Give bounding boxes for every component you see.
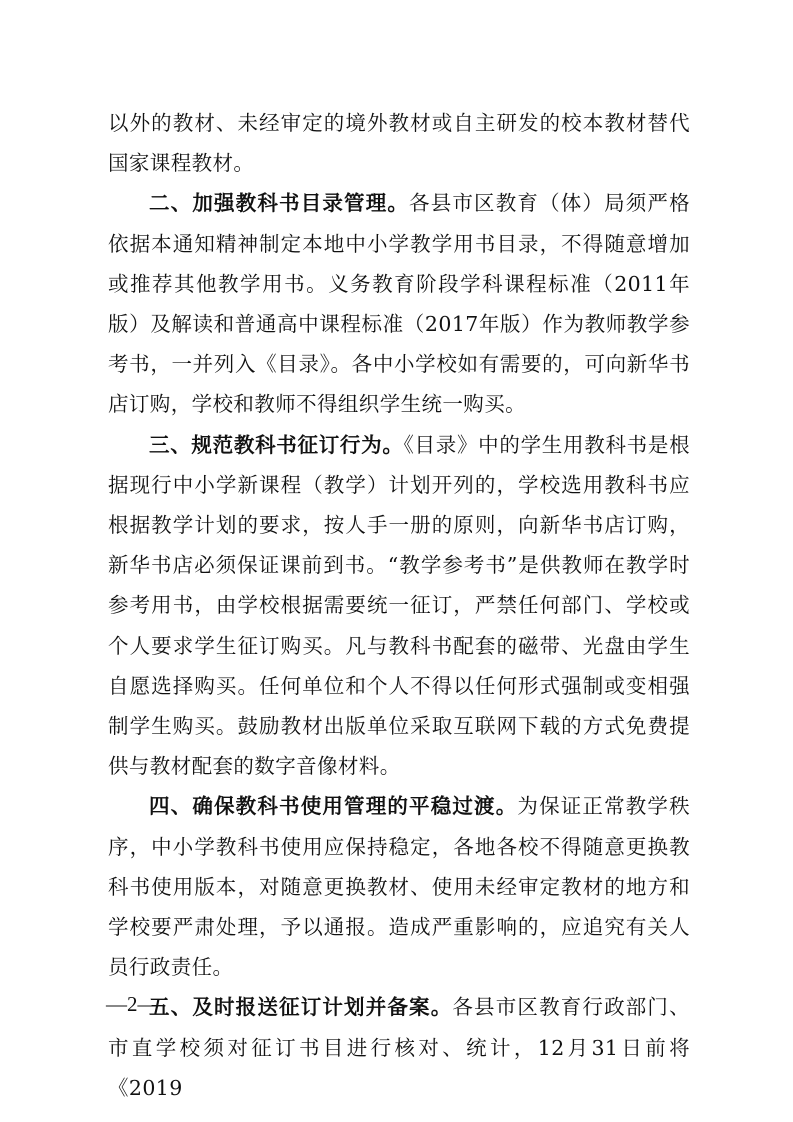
paragraph-text: 为保证正常教学秩序，中小学教科书使用应保持稳定，各地各校不得随意更换教科书使用版本，对随意更换教材、使用未经审定教材的地方和学校要严肃处理，予以通报。造成严重影响的，应追究有关人员行政责任。	[108, 794, 690, 980]
paragraph-text: 各县市区教育（体）局须严格依据本通知精神制定本地中小学教学用书目录，不得随意增加或推荐其他教学用书。义务教育阶段学科课程标准（2011年版）及解读和普通高中课程标准（2017年版）作为教师教学参考书，一并列入《目录》。各中小学校如有需要的，可向新华书店订购，学校和教师不得组织学生统一购买。	[108, 191, 690, 417]
paragraph-section-3	[108, 425, 690, 787]
page-number: —2—	[106, 992, 159, 1016]
paragraph-section-2	[108, 183, 690, 424]
paragraph-section-4	[108, 786, 690, 987]
paragraph-continuation	[108, 103, 690, 183]
paragraph-text: 以外的教材、未经审定的境外教材或自主研发的校本教材替代国家课程教材。	[108, 111, 690, 176]
section-heading: 三、规范教科书征订行为。	[149, 432, 404, 457]
paragraph-text: 《目录》中的学生用教科书是根据现行中小学新课程（教学）计划开列的，学校选用教科书应根据教学计划的要求，按人手一册的原则，向新华书店订购，新华书店必须保证课前到书。“教学参考书”是供教师在教学时参考用书，由学校根据需要统一征订，严禁任何部门、学校或个人要求学生征订购买。凡与教科书配套的磁带、光盘由学生自愿选择购买。任何单位和个人不得以任何形式强制或变相强制学生购买。鼓励教材出版单位采取互联网下载的方式免费提供与教材配套的数字音像材料。	[108, 432, 690, 779]
section-heading: 四、确保教科书使用管理的平稳过渡。	[149, 794, 518, 819]
body-text	[108, 103, 690, 1108]
paragraph-text: 各县市区教育行政部门、市直学校须对征订书目进行核对、统计，12月31日前将《2019	[108, 995, 690, 1100]
paragraph-section-5	[108, 987, 690, 1108]
section-heading: 二、加强教科书目录管理。	[149, 191, 410, 216]
section-heading: 五、及时报送征订计划并备案。	[149, 995, 453, 1020]
